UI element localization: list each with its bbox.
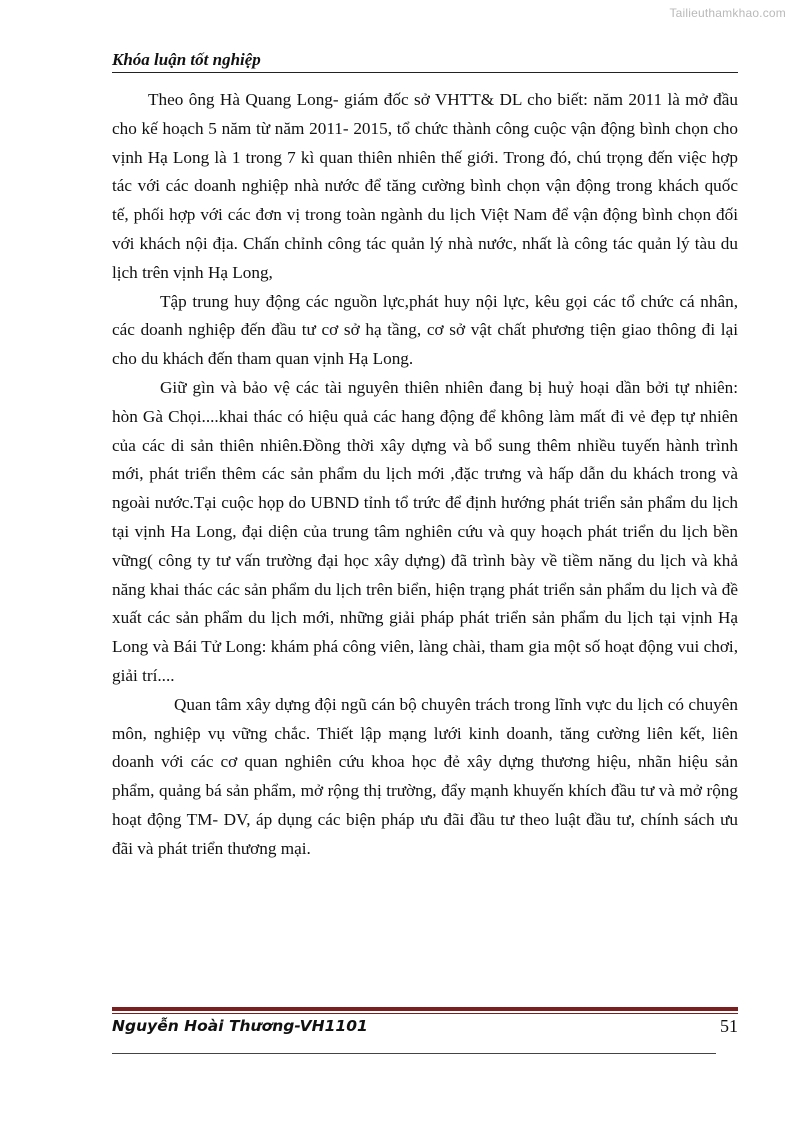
header-divider: [112, 72, 738, 73]
footer-author: Nguyễn Hoài Thương-VH1101: [112, 1017, 368, 1035]
footer-divider-thick: [112, 1007, 738, 1011]
footer-bottom-divider: [112, 1053, 716, 1054]
footer-divider-thin: [112, 1013, 738, 1014]
page-number: 51: [720, 1016, 738, 1036]
watermark-text: Tailieuthamkhao.com: [669, 6, 786, 20]
body-paragraph: Theo ông Hà Quang Long- giám đốc sở VHTT& DL cho biết: năm 2011 là mở đầu cho kế hoạch 5 năm từ năm 2011- 2015, tổ chức thành công cuộc vận động bình chọn cho vịnh Hạ Long là 1 trong 7 kì quan thiên nhiên thế giới. Trong đó, chú trọng đến việc hợp tác với các doanh nghiệp nhà nước để tăng cường bình chọn vận động trong khách quốc tế, phối hợp với các đơn vị trong toàn ngành du lịch Việt Nam để vận động bình chọn đối với khách nội địa. Chấn chỉnh công tác quản lý nhà nước, nhất là công tác quản lý tàu du lịch trên vịnh Hạ Long,: [112, 90, 738, 282]
running-header-title: Khóa luận tốt nghiệp: [112, 50, 261, 69]
body-paragraph: Tập trung huy động các nguồn lực,phát huy nội lực, kêu gọi các tổ chức cá nhân, các doanh nghiệp đến đầu tư cơ sở hạ tầng, cơ sở vật chất phương tiện giao thông đi lại cho du khách đến tham quan vịnh Hạ Long.: [112, 291, 738, 369]
body-paragraph: Quan tâm xây dựng đội ngũ cán bộ chuyên trách trong lĩnh vực du lịch có chuyên môn, nghiệp vụ vững chắc. Thiết lập mạng lưới kinh doanh, tăng cường liên kết, liên doanh với các cơ quan nghiên cứu khoa học đẻ xây dựng thương hiệu, nhãn hiệu sản phẩm, quảng bá sản phẩm, mở rộng thị trường, đẩy mạnh khuyến khích đầu tư và mở rộng hoạt động TM- DV, áp dụng các biện pháp ưu đãi đầu tư theo luật đầu tư, chính sách ưu đãi và phát triển thương mại.: [112, 694, 738, 858]
body-paragraph: Giữ gìn và bảo vệ các tài nguyên thiên nhiên đang bị huỷ hoại dần bởi tự nhiên: hòn Gà Chọi....khai thác có hiệu quả các hang động để không làm mất đi vẻ đẹp tự nhiên của các di sản thiên nhiên.Đồng thời xây dựng và bổ sung thêm nhiều tuyến hành trình mới, phát triển thêm các sản phẩm du lịch mới ,đặc trưng và hấp dẫn du khách trong và ngoài nước.Tại cuộc họp do UBND tỉnh tổ trức để định hướng phát triển sản phẩm du lịch tại vịnh Ha Long, đại diện của trung tâm nghiên cứu và quy hoạch phát triển du lịch bền vững( công ty tư vấn trường đại học xây dựng) đã trình bày về tiềm năng du lịch và khả năng khai thác các sản phẩm du lịch trên biển, hiện trạng phát triển sản phẩm du lịch và đề xuất các sản phẩm du lịch mới, những giải pháp phát triển sản phẩm du lịch tại vịnh Hạ Long và Bái Tử Long: khám phá công viên, làng chài, tham gia một số hoạt động vui chơi, giải trí....: [112, 377, 738, 685]
page-body: [112, 86, 738, 864]
